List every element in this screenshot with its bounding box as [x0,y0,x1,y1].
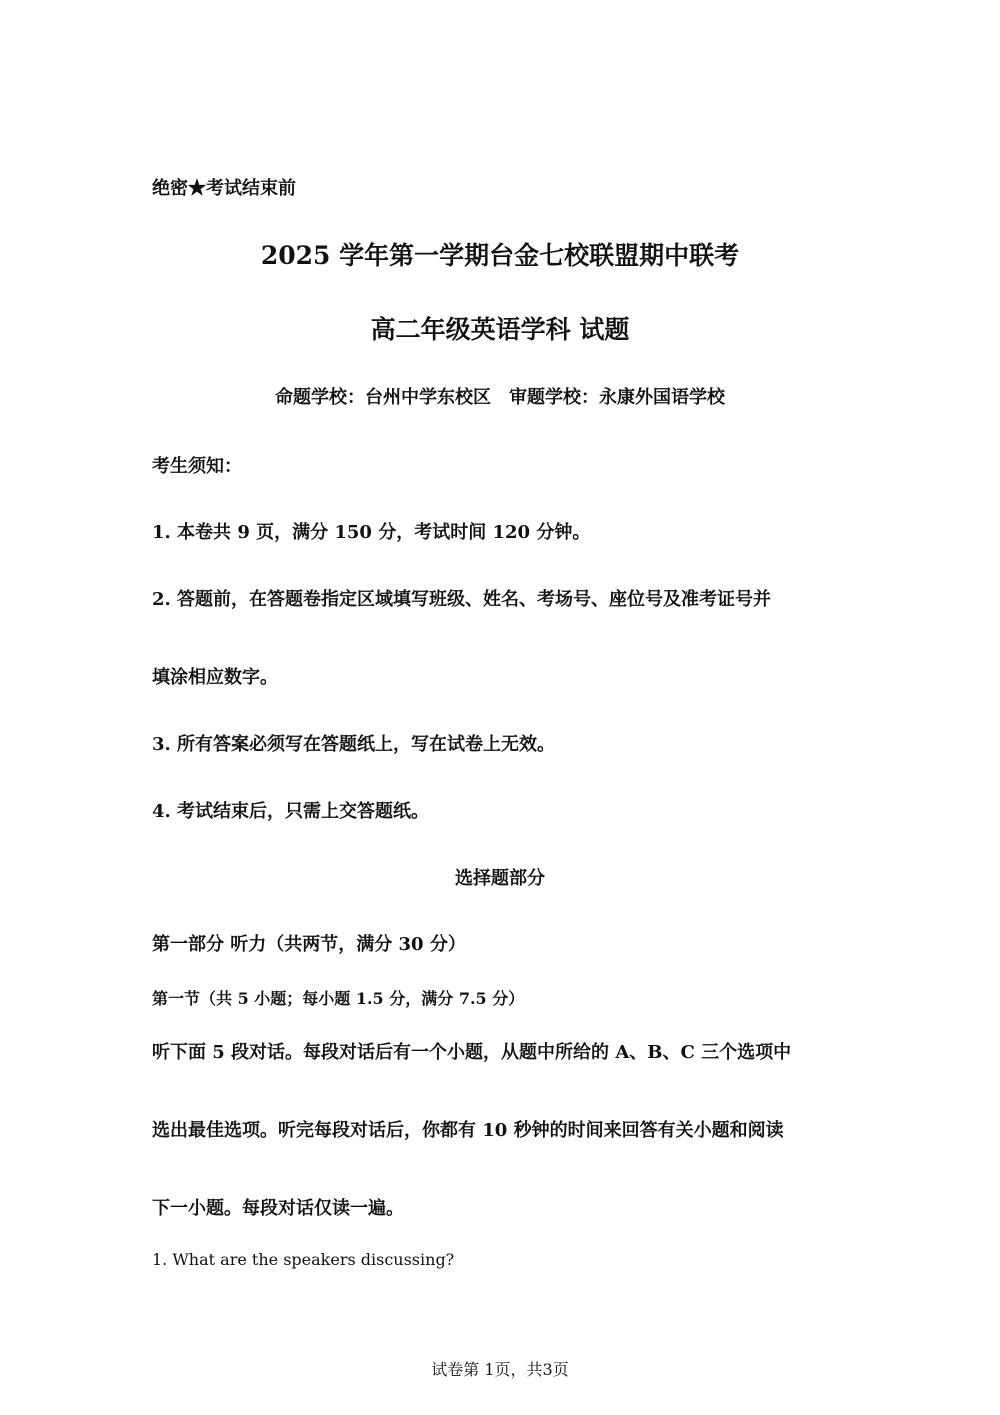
notice-item-2-line-1: 2. 答题前，在答题卷指定区域填写班级、姓名、考场号、座位号及准考证号并 [152,589,772,610]
notice-item-3: 3. 所有答案必须写在答题纸上，写在试卷上无效。 [152,734,556,755]
secret-mark: 绝密★考试结束前 [152,178,296,199]
instructions-line-2: 选出最佳选项。听完每段对话后，你都有 10 秒钟的时间来回答有关小题和阅读 [152,1120,784,1141]
school-info: 命题学校：台州中学东校区 审题学校：永康外国语学校 [275,387,725,408]
notice-item-2-line-2: 填涂相应数字。 [152,667,278,688]
exam-title: 2025 学年第一学期台金七校联盟期中联考 [260,241,740,270]
question-1: 1. What are the speakers discussing? [152,1250,455,1269]
instructions-line-1: 听下面 5 段对话。每段对话后有一个小题，从题中所给的 A、B、C 三个选项中 [152,1042,792,1063]
section-title: 选择题部分 [455,868,545,889]
page-footer: 试卷第 1页，共3页 [431,1360,569,1379]
exam-subtitle: 高二年级英语学科 试题 [370,315,630,344]
notice-heading: 考生须知： [152,456,242,477]
instructions-line-3: 下一小题。每段对话仅读一遍。 [152,1198,404,1219]
subsection1-title: 第一节（共 5 小题；每小题 1.5 分，满分 7.5 分） [152,989,525,1008]
notice-item-1: 1. 本卷共 9 页，满分 150 分，考试时间 120 分钟。 [152,522,591,543]
notice-item-4: 4. 考试结束后，只需上交答题纸。 [152,801,430,822]
part1-title: 第一部分 听力（共两节，满分 30 分） [152,934,466,955]
